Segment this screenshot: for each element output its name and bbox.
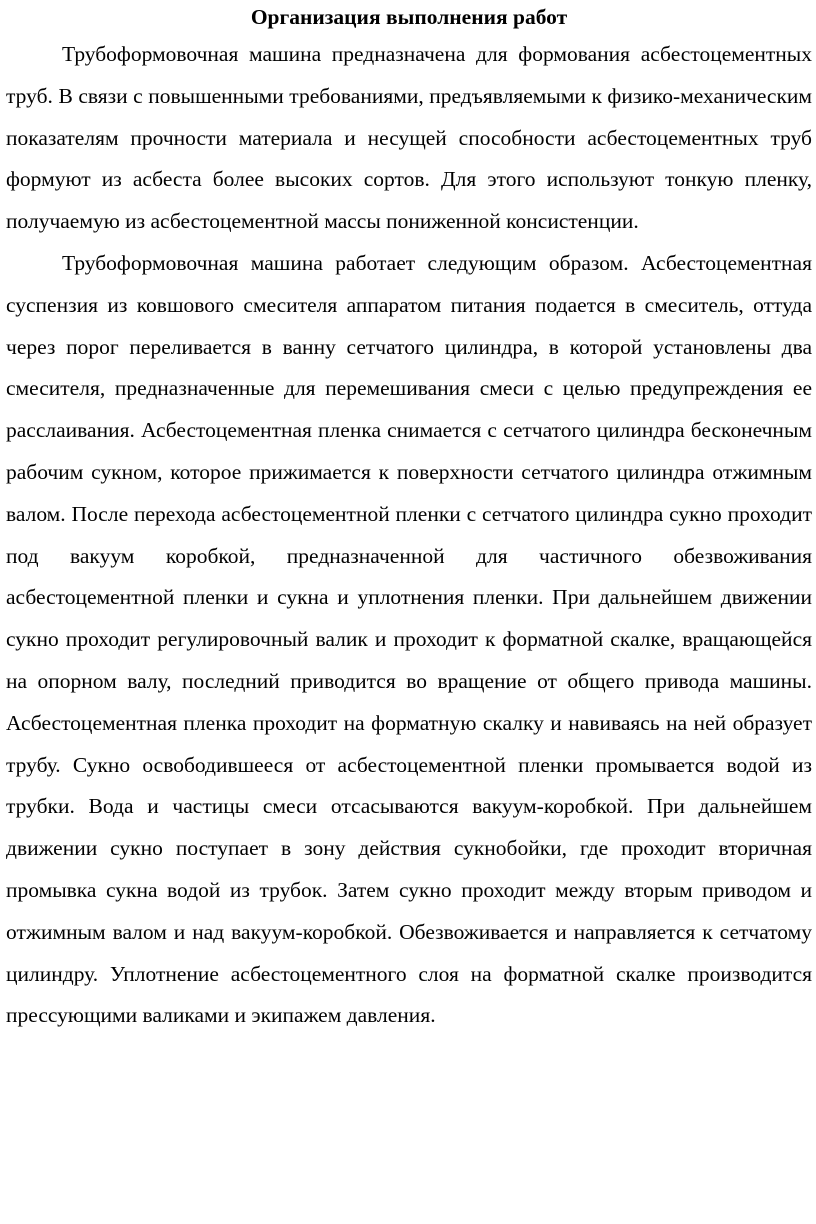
paragraph-machine-operation: Трубоформовочная машина работает следующим образом. Асбестоцементная суспензия из ковшового смесителя аппаратом питания подается в смеситель, оттуда через порог переливается в ванну сетчатого цилиндра, в которой установлены два смесителя, предназначенные для перемешивания смеси с целью предупреждения ее расслаивания. Асбестоцементная пленка снимается с сетчатого цилиндра бесконечным рабочим сукном, которое прижимается к поверхности сетчатого цилиндра отжимным валом. После перехода асбестоцементной пленки с сетчатого цилиндра сукно проходит под вакуум коробкой, предназначенной для частичного обезвоживания асбестоцементной пленки и сукна и уплотнения пленки. При дальнейшем движении сукно проходит регулировочный валик и проходит к форматной скалке, вращающейся на опорном валу, последний приводится во вращение от общего привода машины. Асбестоцементная пленка проходит на форматную скалку и навиваясь на ней образует трубу. Сукно освободившееся от асбестоцементной пленки промывается водой из трубки. Вода и частицы смеси отсасываются вакуум-коробкой. При дальнейшем движении сукно поступает в зону действия сукнобойки, где проходит вторичная промывка сукна водой из трубок. Затем сукно проходит между вторым приводом и отжимным валом и над вакуум-коробкой. Обезвоживается и направляется к сетчатому цилиндру. Уплотнение асбестоцементного слоя на форматной скалке производится прессующими валиками и экипажем давления. <box>6 250 812 1028</box>
document-title: Организация выполнения работ <box>250 5 568 29</box>
document-page <box>6 0 812 1037</box>
paragraph-machine-purpose: Трубоформовочная машина предназначена для формования асбестоцементных труб. В связи с повышенными требованиями, предъявляемыми к физико-механическим показателям прочности материала и несущей способности асбестоцементных труб формуют из асбеста более высоких сортов. Для этого используют тонкую пленку, получаемую из асбестоцементной массы пониженной консистенции. <box>6 42 812 234</box>
